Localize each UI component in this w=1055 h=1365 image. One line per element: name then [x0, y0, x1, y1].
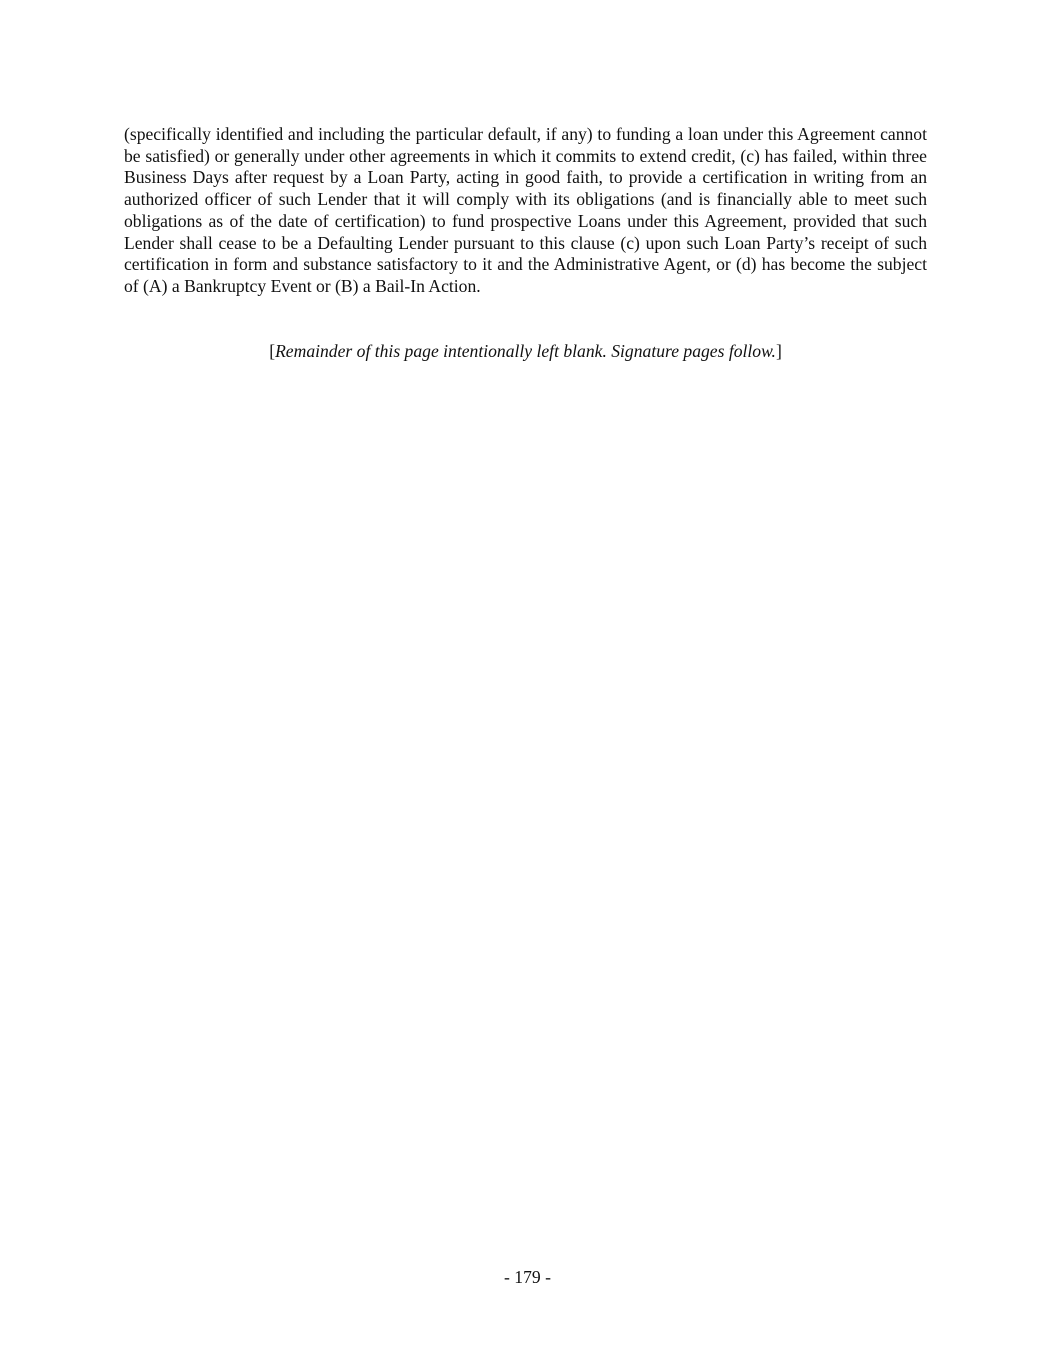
note-text: Remainder of this page intentionally left blank. Signature pages follow. [275, 341, 776, 361]
page-number: - 179 - [504, 1267, 551, 1287]
remainder-note [124, 340, 927, 362]
note-close-bracket: ] [775, 341, 782, 361]
body-paragraph: (specifically identified and including the particular default, if any) to funding a loan under this Agreement cannot be satisfied) or generally under other agreements in which it commits to extend credit, (c) has failed, within three Business Days after request by a Loan Party, acting in good faith, to provide a certification in writing from an authorized officer of such Lender that it will comply with its obligations (and is financially able to meet such obligations as of the date of certification) to fund prospective Loans under this Agreement, provided that such Lender shall cease to be a Defaulting Lender pursuant to this clause (c) upon such Loan Party’s receipt of such certification in form and substance satisfactory to it and the Administrative Agent, or (d) has become the subject of (A) a Bankruptcy Event or (B) a Bail-In Action. [124, 124, 927, 296]
note-open-bracket: [ [269, 341, 276, 361]
